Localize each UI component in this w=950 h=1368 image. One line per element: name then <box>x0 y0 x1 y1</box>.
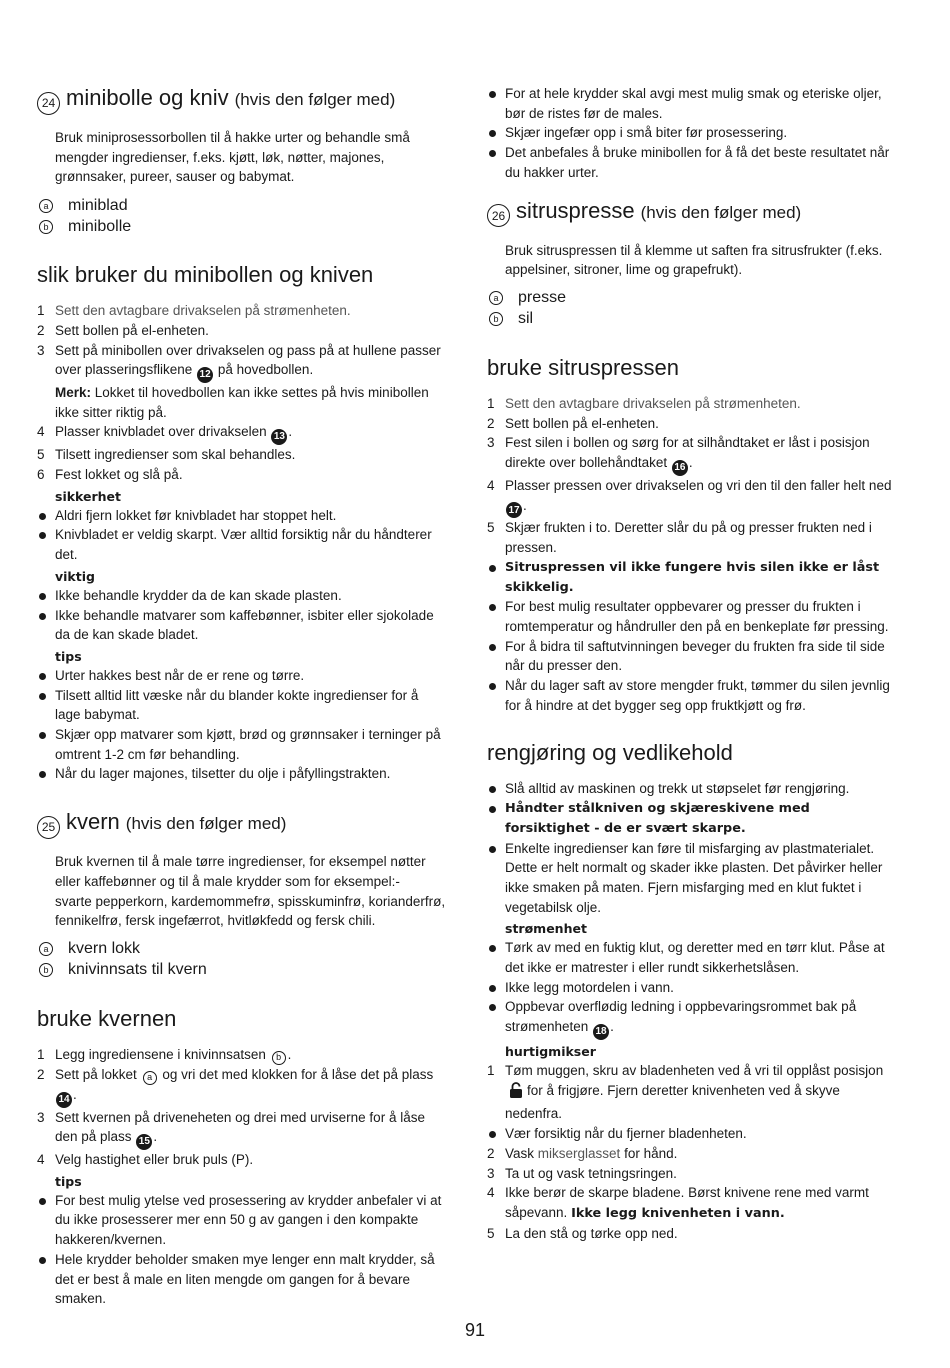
bullet-item: Skjær opp matvarer som kjøtt, brød og grønnsaker i terninger på omtrent 1-2 cm før behandling. <box>37 725 447 764</box>
left-column <box>37 84 447 1309</box>
step: 1 Legg ingrediensene i knivinnsatsen b . <box>37 1045 447 1065</box>
figure-badge: 14 <box>56 1092 72 1108</box>
bullet-item: Vær forsiktig når du fjerner bladenheten. <box>487 1124 897 1144</box>
part-item <box>37 195 447 216</box>
tips-heading: tips <box>55 648 82 664</box>
note-label: Merk: <box>55 385 92 401</box>
section-subtitle: (hvis den følger med) <box>640 202 802 222</box>
bullet-item: Enkelte ingredienser kan føre til misfarging av plastmaterialet. Dette er helt normalt og skader ikke plasten. Det påvirker heller ikke smaken på maten. Fjern misfarging med en klut fuktet i vegetabilsk olje. <box>487 839 897 918</box>
step: 4 Velg hastighet eller bruk puls (P). <box>37 1152 254 1168</box>
part-letter: a <box>39 942 53 956</box>
section-26-intro: Bruk sitruspressen til å klemme ut saften fra sitrusfrukter (f.eks. appelsiner, sitroner, lime og grapefrukt). <box>505 242 883 278</box>
part-label: miniblad <box>68 196 128 214</box>
step: 3 Fest silen i bollen og sørg for at silhåndtaket er låst i posisjon direkte over bollehåndtaket 16 . <box>487 433 897 476</box>
blender-heading: hurtigmikser <box>505 1044 596 1060</box>
page-number: 91 <box>464 1320 486 1340</box>
part-item <box>37 216 447 237</box>
part-letter: b <box>489 312 503 326</box>
section-subtitle: (hvis den følger med) <box>125 814 287 834</box>
part-label: minibolle <box>68 217 132 235</box>
part-label: knivinnsats til kvern <box>68 961 207 979</box>
heading-use-grinder: bruke kvernen <box>37 1005 177 1031</box>
bullet-item: Tilsett alltid litt væske når du blander kokte ingredienser for å lage babymat. <box>37 686 447 725</box>
figure-badge: 12 <box>197 367 213 383</box>
section-title-text: kvern <box>66 809 120 835</box>
step: 4 Plasser pressen over drivakselen og vri den til den faller helt ned 17 . <box>487 476 897 519</box>
bullet-item: Ikke behandle matvarer som kaffebønner, isbiter eller sjokolade da de kan skade bladet. <box>37 606 447 645</box>
bullet-item: Skjær ingefær opp i små biter før prosessering. <box>487 123 897 143</box>
part-letter: a <box>39 199 53 213</box>
bullet-item: Det anbefales å bruke minibollen for å få det beste resultatet når du hakker urter. <box>487 143 897 182</box>
section-24-intro: Bruk miniprosessorbollen til å hakke urter og behandle små mengder ingredienser, f.eks. kjøtt, løk, nøtter, majones, grønnsaker, pureer, sauser og babymat. <box>55 130 410 185</box>
section-title-text: sitruspresse <box>516 197 635 223</box>
section-number-badge: 25 <box>37 816 60 839</box>
right-column <box>487 84 897 1243</box>
part-letter: b <box>39 220 53 234</box>
heading-use-citrus: bruke sitruspressen <box>487 354 679 380</box>
step: 1 Sett den avtagbare drivakselen på strømenheten. <box>487 395 801 411</box>
step: 2 Sett på lokket a og vri det med klokken for å låse det på plass 14 . <box>37 1065 447 1108</box>
part-letter: b <box>39 963 53 977</box>
step: 5 Tilsett ingredienser som skal behandles. <box>37 447 296 463</box>
bullet-item: Slå alltid av maskinen og trekk ut støpselet før rengjøring. <box>487 779 897 799</box>
bullet-item: Aldri fjern lokket før knivbladet har stoppet helt. <box>37 506 447 526</box>
section-number-badge: 26 <box>487 204 510 227</box>
bullet-item: Hele krydder beholder smaken mye lenger enn malt krydder, så det er best å male en liten mengde om gangen for å bevare smaken. <box>37 1250 447 1309</box>
important-heading: viktig <box>55 568 95 584</box>
step: 6 Fest lokket og slå på. <box>37 467 183 483</box>
step: 4 Plasser knivbladet over drivakselen 13 . <box>37 422 447 445</box>
step: 3 Ta ut og vask tetningsringen. <box>487 1165 677 1181</box>
section-number-badge: 24 <box>37 92 60 115</box>
heading-cleaning: rengjøring og vedlikehold <box>487 740 733 766</box>
bullet-item: Urter hakkes best når de er rene og tørre. <box>37 666 447 686</box>
figure-badge: 18 <box>593 1024 609 1040</box>
part-label: presse <box>518 289 567 307</box>
step: 3 Sett kvernen på driveneheten og drei med urviserne for å låse den på plass 15 . <box>37 1108 447 1151</box>
part-label: sil <box>518 310 534 328</box>
step: 1 Tøm muggen, skru av bladenheten ved å vri til opplåst posisjonfor å frigjøre. Fjern deretter knivenheten ved å skyve nedenfra. <box>487 1063 884 1122</box>
section-subtitle: (hvis den følger med) <box>234 90 396 109</box>
step: 5 Skjær frukten i to. Deretter slår du på og presser frukten ned i pressen. <box>487 520 872 556</box>
bullet-item: Når du lager saft av store mengder frukt, tømmer du silen jevnlig for å hindre at det bygger seg opp fruktkjøtt og frø. <box>487 676 897 715</box>
part-letter: a <box>489 291 503 305</box>
unlock-icon <box>509 1082 523 1105</box>
part-item <box>487 309 897 330</box>
bullet-item: Ikke behandle krydder da de kan skade plasten. <box>37 586 447 606</box>
part-letter-ref: a <box>143 1071 157 1085</box>
bullet-item: For best mulig ytelse ved prosessering av krydder anbefaler vi at du ikke prosesserer mer enn 50 g av gangen i den kompakte hakkeren/kvernen. <box>37 1191 447 1250</box>
part-item <box>37 960 447 981</box>
figure-badge: 13 <box>271 429 287 445</box>
safety-heading: sikkerhet <box>55 488 122 504</box>
figure-badge: 16 <box>672 460 688 476</box>
part-item <box>487 288 897 309</box>
warning-bullet: Sitruspressen vil ikke fungere hvis silen ikke er låst skikkelig. <box>487 558 897 597</box>
bullet-item: Tørk av med en fuktig klut, og deretter med en tørr klut. Påse at det ikke er matrester i eller rundt sikkerhetslåsen. <box>487 938 897 977</box>
bullet-item: For å bidra til saftutvinningen beveger du frukten fra side til side når du presser den. <box>487 637 897 676</box>
power-unit-heading: strømenhet <box>505 921 587 937</box>
bullet-item: Ikke legg motordelen i vann. <box>487 978 897 998</box>
section-title-text: minibolle og kniv <box>66 85 229 110</box>
part-item <box>37 939 447 960</box>
section-24-title <box>37 84 447 114</box>
part-letter-ref: b <box>272 1051 286 1065</box>
bullet-item: Når du lager majones, tilsetter du olje i påfyllingstrakten. <box>37 764 447 784</box>
step: 3 Sett på minibollen over drivakselen og pass på at hullene passer over plasseringsflikene 12 på hovedbollen. Merk: Lokket til hovedbollen kan ikke settes på hvis minibollen ikke sitter riktig på. <box>37 342 441 420</box>
step: 4 Ikke berør de skarpe bladene. Børst knivene rene med varmt såpevann. Ikke legg knivenheten i vann. <box>487 1185 869 1221</box>
bullet-item: Oppbevar overflødig ledning i oppbevaringsrommet bak på strømenheten 18 . <box>487 997 897 1040</box>
warning-bullet: Håndter stålkniven og skjæreskivene med forsiktighet - de er svært skarpe. <box>487 799 897 838</box>
step: 2 Vask mikserglasset for hånd. <box>487 1145 678 1161</box>
section-26-title <box>487 197 897 227</box>
step: 1 Sett den avtagbare drivakselen på strømenheten. <box>37 303 351 319</box>
bullet-item: For best mulig resultater oppbevarer og presser du frukten i romtemperatur og håndruller den på en benkeplate før pressing. <box>487 597 897 636</box>
figure-badge: 17 <box>506 502 522 518</box>
tips-heading: tips <box>55 1173 82 1189</box>
section-25-intro: Bruk kvernen til å male tørre ingredienser, for eksempel nøtter eller kaffebønner og til å male krydder som for eksempel:- svarte pepperkorn, kardemommefrø, spisskuminfrø, korianderfrø, fennikelfrø, fersk ingefærrot, hvitløkfedd og fersk chili. <box>55 854 446 929</box>
figure-badge: 15 <box>136 1134 152 1150</box>
heading-use-mini: slik bruker du minibollen og kniven <box>37 262 374 288</box>
section-25-title <box>37 808 447 838</box>
bullet-item: Knivbladet er veldig skarpt. Vær alltid forsiktig når du håndterer det. <box>37 525 447 564</box>
note-text: Lokket til hovedbollen kan ikke settes på hvis minibollen ikke sitter riktig på. <box>55 385 429 420</box>
step: 5 La den stå og tørke opp ned. <box>487 1225 678 1241</box>
step: 2 Sett bollen på el-enheten. <box>37 322 209 338</box>
part-label: kvern lokk <box>68 940 141 958</box>
step: 2 Sett bollen på el-enheten. <box>487 415 659 431</box>
bullet-item: For at hele krydder skal avgi mest mulig smak og eteriske oljer, bør de ristes før de males. <box>487 84 897 123</box>
